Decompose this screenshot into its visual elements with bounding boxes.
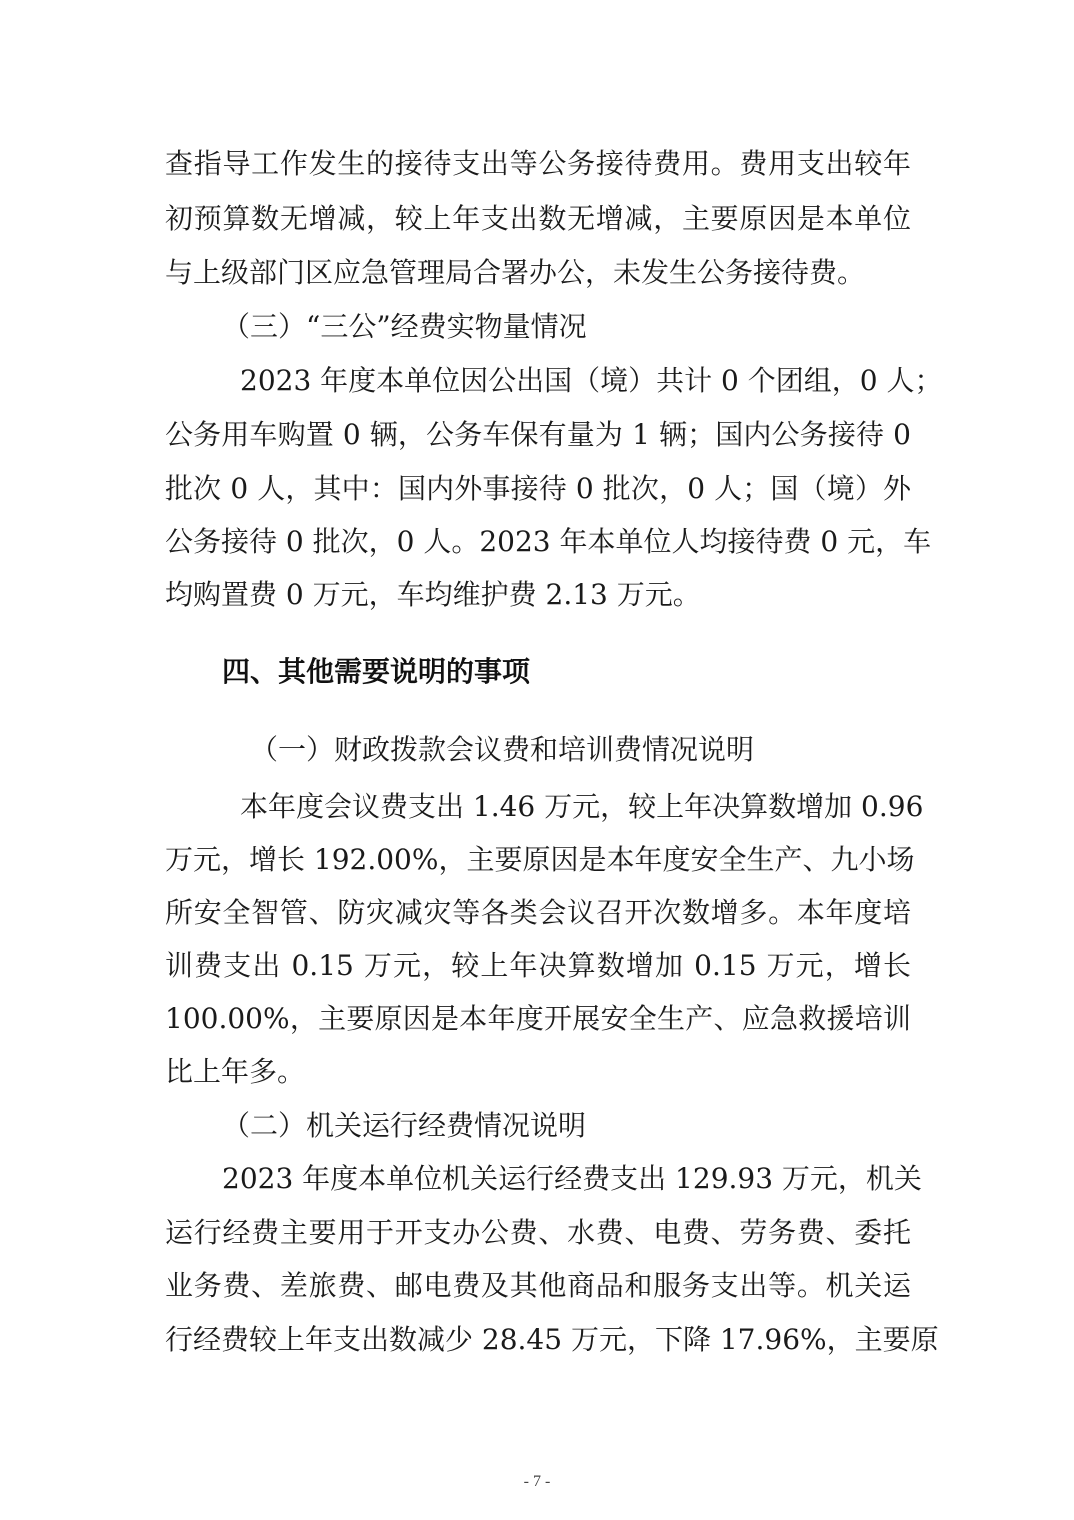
- paragraph-line: 比上年多。: [165, 1055, 306, 1088]
- paragraph-line: 本年度会议费支出 1.46 万元，较上年决算数增加 0.96: [240, 790, 924, 823]
- paragraph-line: 公务用车购置 0 辆，公务车保有量为 1 辆；国内公务接待 0: [165, 418, 911, 451]
- paragraph-line: 训费支出 0.15 万元，较上年决算数增加 0.15 万元，增长: [165, 949, 911, 982]
- paragraph-line: 万元，增长 192.00%，主要原因是本年度安全生产、九小场: [165, 843, 915, 876]
- subsection-title-one: （一）财政拨款会议费和培训费情况说明: [250, 733, 755, 766]
- page-number: - 7 -: [523, 1473, 551, 1490]
- paragraph-line: 与上级部门区应急管理局合署办公，未发生公务接待费。: [165, 256, 866, 289]
- paragraph-line: 100.00%，主要原因是本年度开展安全生产、应急救援培训: [165, 1002, 911, 1035]
- paragraph-line: 初预算数无增减，较上年支出数无增减，主要原因是本单位: [165, 202, 911, 235]
- section-heading-four: 四、其他需要说明的事项: [222, 655, 531, 688]
- paragraph-line: 批次 0 人，其中：国内外事接待 0 批次，0 人；国（境）外: [165, 472, 911, 505]
- paragraph-line: 查指导工作发生的接待支出等公务接待费用。费用支出较年: [165, 147, 911, 180]
- paragraph-line: 行经费较上年支出数减少 28.45 万元，下降 17.96%，主要原: [165, 1323, 939, 1356]
- paragraph-line: 业务费、差旅费、邮电费及其他商品和服务支出等。机关运: [165, 1269, 911, 1302]
- paragraph-line: 所安全智管、防灾减灾等各类会议召开次数增多。本年度培: [165, 896, 911, 929]
- paragraph-line: 公务接待 0 批次，0 人。2023 年本单位人均接待费 0 元，车: [165, 525, 932, 558]
- paragraph-line: 运行经费主要用于开支办公费、水费、电费、劳务费、委托: [165, 1216, 911, 1249]
- subsection-title-two: （二）机关运行经费情况说明: [222, 1109, 587, 1142]
- paragraph-line: 均购置费 0 万元，车均维护费 2.13 万元。: [165, 578, 701, 611]
- paragraph-line: 2023 年度本单位机关运行经费支出 129.93 万元，机关: [222, 1162, 922, 1195]
- subsection-title-three: （三）“三公”经费实物量情况: [222, 310, 587, 343]
- paragraph-line: 2023 年度本单位因公出国（境）共计 0 个团组，0 人；: [240, 364, 943, 397]
